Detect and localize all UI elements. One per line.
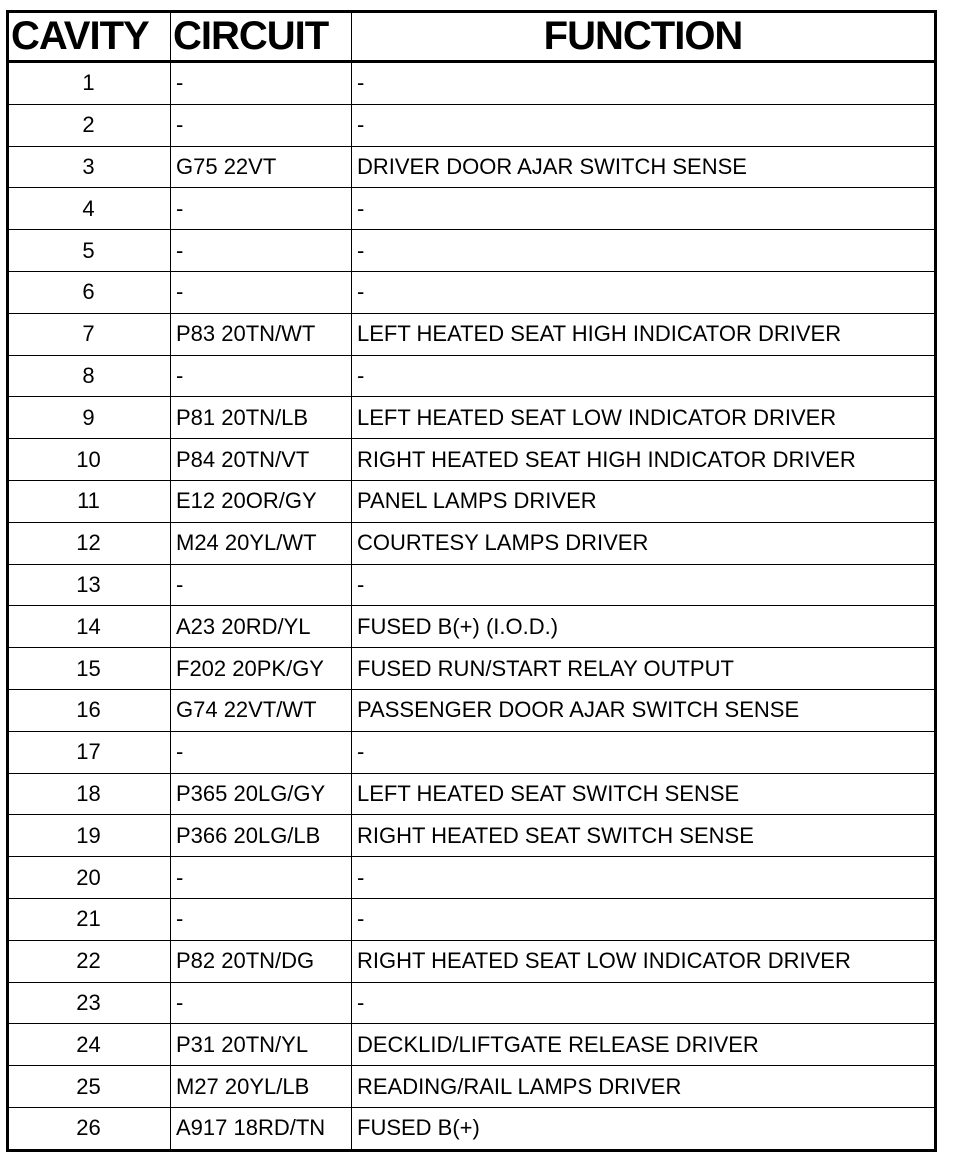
cavity-cell: 21 <box>8 898 171 940</box>
circuit-cell: M27 20YL/LB <box>171 1066 352 1108</box>
function-cell: DECKLID/LIFTGATE RELEASE DRIVER <box>352 1024 936 1066</box>
function-cell: READING/RAIL LAMPS DRIVER <box>352 1066 936 1108</box>
circuit-cell: - <box>171 982 352 1024</box>
table-row <box>8 355 936 397</box>
circuit-cell: - <box>171 857 352 899</box>
circuit-cell: - <box>171 731 352 773</box>
circuit-cell: - <box>171 564 352 606</box>
cavity-cell: 14 <box>8 606 171 648</box>
function-cell: - <box>352 731 936 773</box>
function-cell: RIGHT HEATED SEAT HIGH INDICATOR DRIVER <box>352 439 936 481</box>
function-cell: - <box>352 355 936 397</box>
circuit-cell: F202 20PK/GY <box>171 648 352 690</box>
function-cell: RIGHT HEATED SEAT LOW INDICATOR DRIVER <box>352 940 936 982</box>
function-cell: - <box>352 104 936 146</box>
function-cell: - <box>352 271 936 313</box>
table-row <box>8 857 936 899</box>
cavity-cell: 6 <box>8 271 171 313</box>
table-row <box>8 313 936 355</box>
cavity-cell: 5 <box>8 230 171 272</box>
function-cell: FUSED B(+) <box>352 1107 936 1150</box>
circuit-cell: P366 20LG/LB <box>171 815 352 857</box>
circuit-cell: M24 20YL/WT <box>171 522 352 564</box>
circuit-cell: - <box>171 230 352 272</box>
table-row <box>8 815 936 857</box>
table-body <box>8 62 936 1151</box>
table-row <box>8 146 936 188</box>
function-cell: DRIVER DOOR AJAR SWITCH SENSE <box>352 146 936 188</box>
function-cell: LEFT HEATED SEAT HIGH INDICATOR DRIVER <box>352 313 936 355</box>
column-header-cavity: CAVITY <box>8 12 171 62</box>
cavity-cell: 15 <box>8 648 171 690</box>
cavity-cell: 3 <box>8 146 171 188</box>
table-header <box>8 12 936 62</box>
table-row <box>8 773 936 815</box>
circuit-cell: - <box>171 355 352 397</box>
function-cell: FUSED B(+) (I.O.D.) <box>352 606 936 648</box>
function-cell: LEFT HEATED SEAT SWITCH SENSE <box>352 773 936 815</box>
circuit-cell: P365 20LG/GY <box>171 773 352 815</box>
circuit-cell: - <box>171 898 352 940</box>
table-row <box>8 271 936 313</box>
table-row <box>8 689 936 731</box>
cavity-cell: 7 <box>8 313 171 355</box>
table-row <box>8 606 936 648</box>
table-row <box>8 1066 936 1108</box>
function-cell: PASSENGER DOOR AJAR SWITCH SENSE <box>352 689 936 731</box>
circuit-cell: G75 22VT <box>171 146 352 188</box>
table-row <box>8 898 936 940</box>
function-cell: - <box>352 898 936 940</box>
circuit-cell: P82 20TN/DG <box>171 940 352 982</box>
table-row <box>8 1024 936 1066</box>
connector-pinout-table <box>6 10 937 1152</box>
function-cell: - <box>352 982 936 1024</box>
circuit-cell: - <box>171 62 352 105</box>
cavity-cell: 25 <box>8 1066 171 1108</box>
cavity-cell: 9 <box>8 397 171 439</box>
cavity-cell: 23 <box>8 982 171 1024</box>
cavity-cell: 8 <box>8 355 171 397</box>
header-row <box>8 12 936 62</box>
table-row <box>8 731 936 773</box>
cavity-cell: 11 <box>8 480 171 522</box>
circuit-cell: E12 20OR/GY <box>171 480 352 522</box>
table-row <box>8 62 936 105</box>
column-header-circuit: CIRCUIT <box>171 12 352 62</box>
cavity-cell: 18 <box>8 773 171 815</box>
circuit-cell: P84 20TN/VT <box>171 439 352 481</box>
function-cell: RIGHT HEATED SEAT SWITCH SENSE <box>352 815 936 857</box>
circuit-cell: - <box>171 188 352 230</box>
cavity-cell: 24 <box>8 1024 171 1066</box>
circuit-cell: G74 22VT/WT <box>171 689 352 731</box>
table-row <box>8 188 936 230</box>
function-cell: - <box>352 62 936 105</box>
table-row <box>8 1107 936 1150</box>
function-cell: LEFT HEATED SEAT LOW INDICATOR DRIVER <box>352 397 936 439</box>
cavity-cell: 4 <box>8 188 171 230</box>
cavity-cell: 12 <box>8 522 171 564</box>
table-row <box>8 104 936 146</box>
table-row <box>8 648 936 690</box>
table-row <box>8 439 936 481</box>
cavity-cell: 20 <box>8 857 171 899</box>
cavity-cell: 13 <box>8 564 171 606</box>
table-row <box>8 230 936 272</box>
function-cell: PANEL LAMPS DRIVER <box>352 480 936 522</box>
function-cell: COURTESY LAMPS DRIVER <box>352 522 936 564</box>
function-cell: FUSED RUN/START RELAY OUTPUT <box>352 648 936 690</box>
table-row <box>8 522 936 564</box>
circuit-cell: P31 20TN/YL <box>171 1024 352 1066</box>
cavity-cell: 10 <box>8 439 171 481</box>
cavity-cell: 2 <box>8 104 171 146</box>
circuit-cell: P83 20TN/WT <box>171 313 352 355</box>
cavity-cell: 19 <box>8 815 171 857</box>
circuit-cell: A23 20RD/YL <box>171 606 352 648</box>
column-header-function: FUNCTION <box>352 12 936 62</box>
cavity-cell: 22 <box>8 940 171 982</box>
function-cell: - <box>352 230 936 272</box>
table-row <box>8 564 936 606</box>
table-row <box>8 982 936 1024</box>
circuit-cell: - <box>171 271 352 313</box>
circuit-cell: P81 20TN/LB <box>171 397 352 439</box>
circuit-cell: - <box>171 104 352 146</box>
cavity-cell: 16 <box>8 689 171 731</box>
function-cell: - <box>352 188 936 230</box>
table-row <box>8 397 936 439</box>
cavity-cell: 17 <box>8 731 171 773</box>
circuit-cell: A917 18RD/TN <box>171 1107 352 1150</box>
cavity-cell: 26 <box>8 1107 171 1150</box>
table-row <box>8 940 936 982</box>
function-cell: - <box>352 564 936 606</box>
cavity-cell: 1 <box>8 62 171 105</box>
function-cell: - <box>352 857 936 899</box>
table-row <box>8 480 936 522</box>
